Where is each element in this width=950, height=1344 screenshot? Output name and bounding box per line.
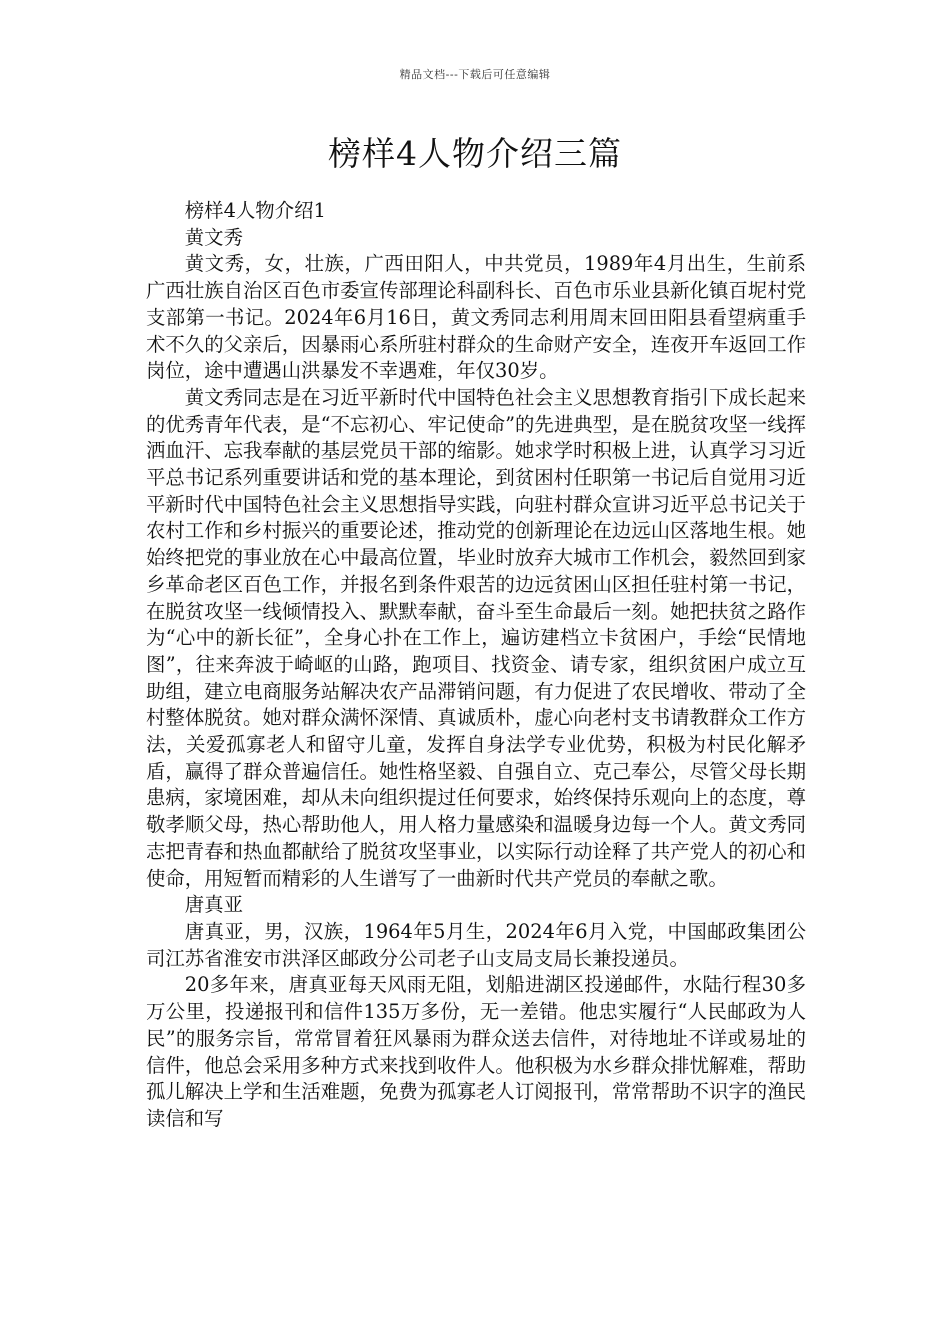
document-body [146,198,806,1133]
body-paragraph: 唐真亚，男，汉族，1964年5月生，2024年6月入党，中国邮政集团公司江苏省淮安市洪泽区邮政分公司老子山支局支局长兼投递员。 [146,919,806,970]
section-heading: 榜样4人物介绍1 [184,199,326,222]
person-name-heading: 唐真亚 [184,893,243,917]
header-note: 精品文档---下载后可任意编辑 [399,68,551,81]
person-name-heading: 黄文秀 [184,225,243,249]
body-paragraph: 黄文秀，女，壮族，广西田阳人，中共党员，1989年4月出生，生前系广西壮族自治区百色市委宣传部理论科副科长、百色市乐业县新化镇百坭村党支部第一书记。2024年6月16日，黄文秀同志利用周末回田阳县看望病重手术不久的父亲后，因暴雨心系所驻村群众的生命财产安全，连夜开车返回工作岗位，途中遭遇山洪暴发不幸遇难，年仅30岁。 [146,252,806,383]
body-paragraph: 20多年来，唐真亚每天风雨无阻，划船进湖区投递邮件，水陆行程30多万公里，投递报刊和信件135万多份，无一差错。他忠实履行“人民邮政为人民”的服务宗旨，常常冒着狂风暴雨为群众送去信件，对待地址不详或易址的信件，他总会采用多种方式来找到收件人。他积极为水乡群众排忧解难，帮助孤儿解决上学和生活难题，免费为孤寡老人订阅报刊，常常帮助不识字的渔民读信和写 [146,973,806,1130]
body-paragraph: 黄文秀同志是在习近平新时代中国特色社会主义思想教育指引下成长起来的优秀青年代表，是“不忘初心、牢记使命”的先进典型，是在脱贫攻坚一线挥洒血汗、忘我奉献的基层党员干部的缩影。她求学时积极上进，认真学习习近平总书记系列重要讲话和党的基本理论，到贫困村任职第一书记后自觉用习近平新时代中国特色社会主义思想指导实践，向驻村群众宣讲习近平总书记关于农村工作和乡村振兴的重要论述，推动党的创新理论在边远山区落地生根。她始终把党的事业放在心中最高位置，毕业时放弃大城市工作机会，毅然回到家乡革命老区百色工作，并报名到条件艰苦的边远贫困山区担任驻村第一书记，在脱贫攻坚一线倾情投入、默默奉献，奋斗至生命最后一刻。她把扶贫之路作为“心中的新长征”，全身心扑在工作上，遍访建档立卡贫困户，手绘“民情地图”，往来奔波于崎岖的山路，跑项目、找资金、请专家，组织贫困户成立互助组，建立电商服务站解决农产品滞销问题，有力促进了农民增收、带动了全村整体脱贫。她对群众满怀深情、真诚质朴，虚心向老村支书请教群众工作方法，关爱孤寡老人和留守儿童，发挥自身法学专业优势，积极为村民化解矛盾，赢得了群众普遍信任。她性格坚毅、自强自立、克己奉公，尽管父母长期患病，家境困难，却从未向组织提过任何要求，始终保持乐观向上的态度，尊敬孝顺父母，热心帮助他人，用人格力量感染和温暖身边每一个人。黄文秀同志把青春和热血都献给了脱贫攻坚事业，以实际行动诠释了共产党人的初心和使命，用短暂而精彩的人生谱写了一曲新时代共产党员的奉献之歌。 [146,385,806,890]
document-title: 榜样4人物介绍三篇 [328,134,622,173]
